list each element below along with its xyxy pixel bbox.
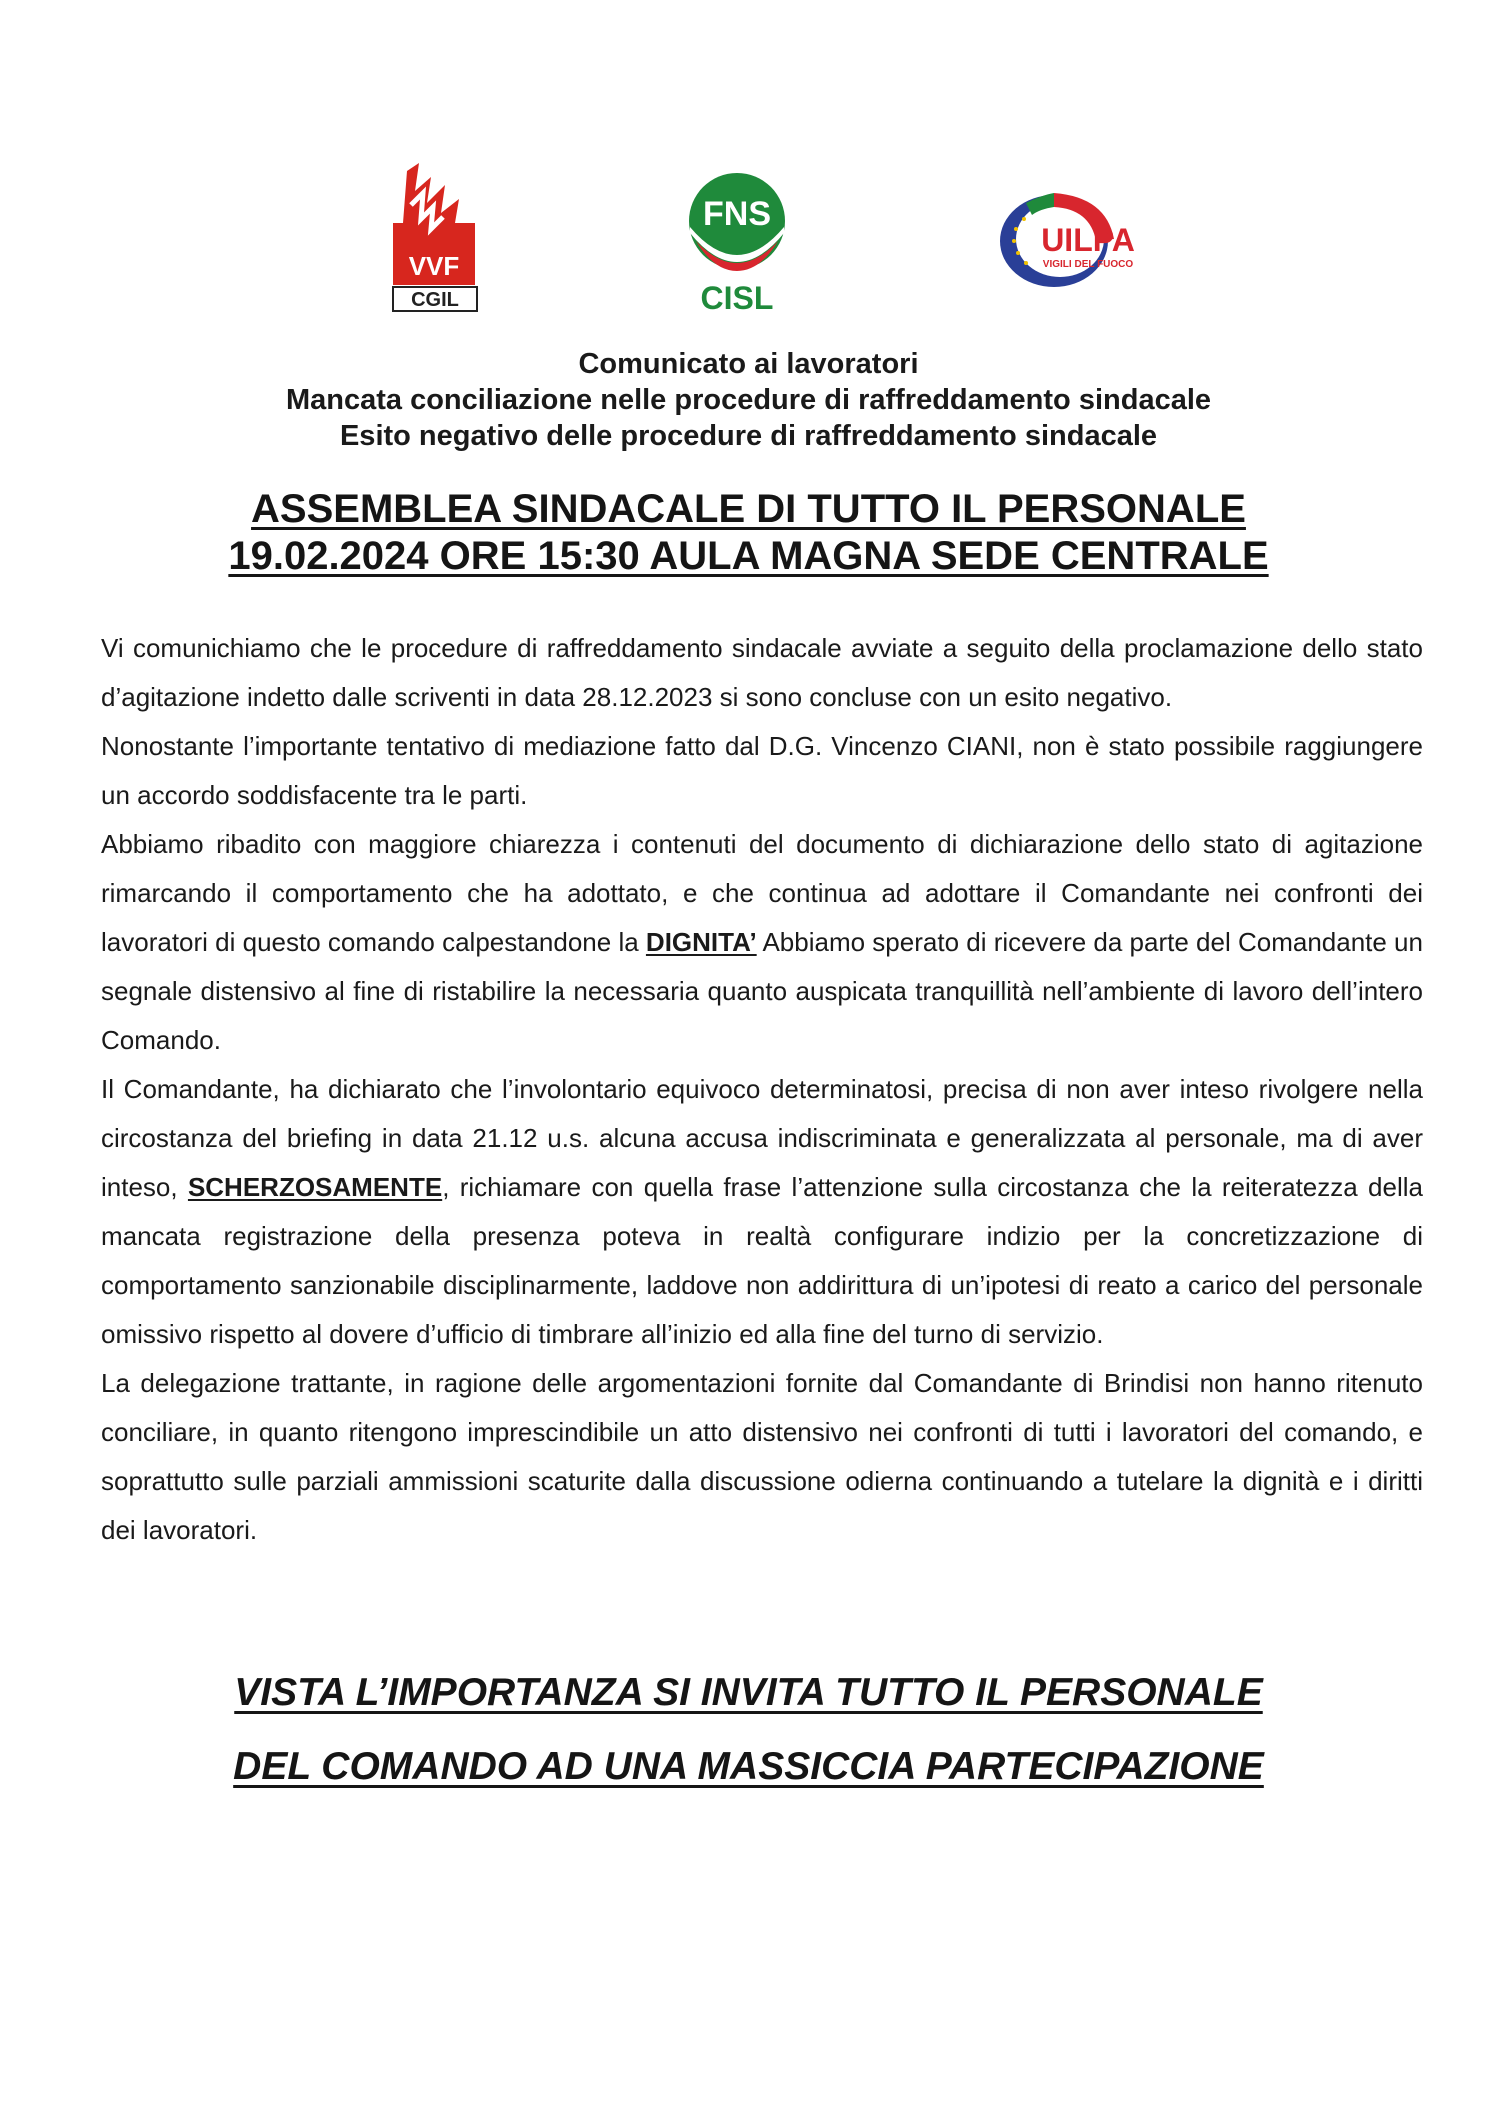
uilpa-vvf-logo [996,189,1146,289]
closing-line-2: DEL COMANDO AD UNA MASSICCIA PARTECIPAZIONE [233,1745,1264,1788]
uilpa-label: UILPA [1041,222,1135,258]
vvf-cgil-logo [385,163,483,315]
paragraph-3 [101,820,1423,1065]
cisl-label: CISL [700,280,774,315]
closing-call [0,1656,1497,1804]
paragraph-3-text-b: Abbiamo sperato di ricevere da parte del Comandante un segnale distensivo al fine di ristabilire la necessaria quanto auspicata tranquillità nell’ambiente di lavoro dell’intero Comando. [101,927,1423,1055]
paragraph-4 [101,1065,1423,1359]
assembly-line-2: 19.02.2024 ORE 15:30 AULA MAGNA SEDE CENTRALE [228,534,1269,578]
paragraph-5: La delegazione trattante, in ragione delle argomentazioni fornite dal Comandante di Brindisi non hanno ritenuto conciliare, in quanto ritengono imprescindibile un atto distensivo nei confronti di tutti i lavoratori del comando, e soprattutto sulle parziali ammissioni scaturite dalla discussione odierna continuando a tutelare la dignità e i diritti dei lavoratori. [101,1368,1423,1545]
logo-row [0,155,1497,325]
paragraph-1: Vi comunichiamo che le procedure di raffreddamento sindacale avviate a seguito della proclamazione dello stato d’agitazione indetto dalle scriventi in data 28.12.2023 si sono concluse con un esito negativo. [101,633,1423,712]
paragraph-3-text-a: Abbiamo ribadito con maggiore chiarezza i contenuti del documento di dichiarazione dello stato di agitazione rimarcando il comportamento che ha adottato, e che continua ad adottare il Comandante nei confronti dei lavoratori di questo comando calpestandone la [101,829,1423,957]
assembly-title [0,486,1497,580]
paragraph-2: Nonostante l’importante tentativo di mediazione fatto dal D.G. Vincenzo CIANI, non è stato possibile raggiungere un accordo soddisfacente tra le parti. [101,731,1423,810]
fns-cisl-logo [682,173,792,315]
cgil-label: CGIL [411,289,459,311]
paragraph-4-text-a: Il Comandante, ha dichiarato che l’involontario equivoco determinatosi, precisa di non aver inteso rivolgere nella circostanza del briefing in data 21.12 u.s. alcuna accusa indiscriminata e generalizzata al personale, ma di aver inteso, [101,1074,1423,1202]
header-line-2: Mancata conciliazione nelle procedure di raffreddamento sindacale [285,384,1212,416]
uilpa-sublabel: VIGILI DEL FUOCO [1042,259,1134,270]
assembly-line-1: ASSEMBLEA SINDACALE DI TUTTO IL PERSONALE [251,487,1246,531]
communique-header [0,346,1497,454]
body-text [101,624,1423,1555]
header-line-1: Comunicato ai lavoratori [578,348,919,380]
scherzosamente-emphasis: SCHERZOSAMENTE [187,1172,443,1202]
paragraph-4-text-b: , richiamare con quella frase l’attenzione sulla circostanza che la reiteratezza della mancata registrazione della presenza poteva in realtà configurare indizio per la concretizzazione di comportamento sanzionabile disciplinarmente, laddove non addirittura di un’ipotesi di reato a carico del personale omissivo rispetto al dovere d’ufficio di timbrare all’inizio ed alla fine del turno di servizio. [101,1172,1423,1349]
dignity-emphasis: DIGNITA’ [645,927,757,957]
vvf-label: VVF [408,251,460,281]
fns-label: FNS [703,195,771,233]
closing-line-1: VISTA L’IMPORTANZA SI INVITA TUTTO IL PERSONALE [234,1671,1263,1714]
header-line-3: Esito negativo delle procedure di raffreddamento sindacale [339,420,1158,452]
